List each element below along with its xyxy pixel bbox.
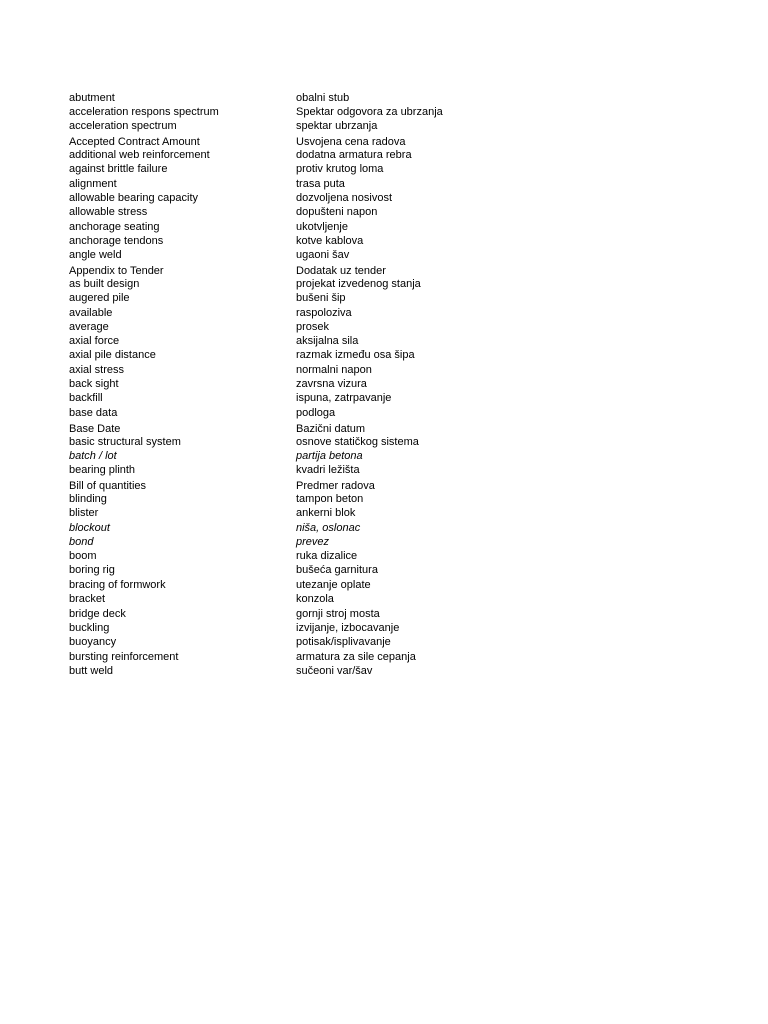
entry-translation: ankerni blok xyxy=(296,507,356,519)
entry-term: against brittle failure xyxy=(69,163,168,175)
glossary-entry xyxy=(0,607,768,621)
entry-translation: ugaoni šav xyxy=(296,249,350,261)
glossary-entry xyxy=(0,91,768,105)
entry-term: boring rig xyxy=(69,564,115,576)
glossary-entry xyxy=(0,664,768,678)
entry-translation: Dodatak uz tender xyxy=(296,265,386,277)
entry-term: allowable bearing capacity xyxy=(69,192,199,204)
entry-term: available xyxy=(69,307,113,319)
glossary-entry xyxy=(0,162,768,176)
glossary-entry xyxy=(0,105,768,119)
entry-translation: sučeoni var/šav xyxy=(296,665,373,677)
entry-translation: razmak između osa šipa xyxy=(296,349,415,361)
glossary-entry xyxy=(0,479,768,493)
entry-term: blinding xyxy=(69,493,107,505)
glossary-entry xyxy=(0,148,768,162)
entry-term: base data xyxy=(69,407,118,419)
entry-term: Appendix to Tender xyxy=(69,265,164,277)
entry-translation: spektar ubrzanja xyxy=(296,120,378,132)
entry-translation: dopušteni napon xyxy=(296,206,378,218)
entry-translation: izvijanje, izbocavanje xyxy=(296,622,400,634)
glossary-entry xyxy=(0,422,768,436)
entry-term: blister xyxy=(69,507,99,519)
entry-translation: normalni napon xyxy=(296,364,372,376)
entry-translation: armatura za sile cepanja xyxy=(296,651,416,663)
glossary-entry xyxy=(0,463,768,477)
entry-translation: ukotvljenje xyxy=(296,221,348,233)
glossary-entry xyxy=(0,578,768,592)
entry-translation: prevez xyxy=(296,536,330,548)
entry-term: Base Date xyxy=(69,423,121,435)
glossary-entry xyxy=(0,535,768,549)
glossary-entry xyxy=(0,406,768,420)
glossary-entry xyxy=(0,119,768,133)
entry-translation: dodatna armatura rebra xyxy=(296,149,412,161)
glossary-entry xyxy=(0,191,768,205)
glossary-entry xyxy=(0,435,768,449)
entry-term: Bill of quantities xyxy=(69,480,147,492)
entry-translation: osnove statičkog sistema xyxy=(296,436,419,448)
entry-term: anchorage seating xyxy=(69,221,160,233)
glossary-entry xyxy=(0,306,768,320)
entry-term: anchorage tendons xyxy=(69,235,164,247)
entry-term: bracing of formwork xyxy=(69,579,166,591)
glossary-entry xyxy=(0,277,768,291)
glossary-entry xyxy=(0,621,768,635)
glossary-entry xyxy=(0,177,768,191)
glossary-entry xyxy=(0,492,768,506)
entry-term: batch / lot xyxy=(69,450,117,462)
entry-translation: obalni stub xyxy=(296,92,350,104)
entry-translation: Predmer radova xyxy=(296,480,375,492)
entry-translation: prosek xyxy=(296,321,330,333)
entry-term: bridge deck xyxy=(69,608,126,620)
entry-term: acceleration spectrum xyxy=(69,120,177,132)
entry-term: blockout xyxy=(69,522,110,534)
entry-translation: potisak/isplivavanje xyxy=(296,636,391,648)
entry-translation: partija betona xyxy=(296,450,363,462)
glossary-entry xyxy=(0,291,768,305)
glossary-entry xyxy=(0,248,768,262)
entry-term: allowable stress xyxy=(69,206,148,218)
glossary-entry xyxy=(0,234,768,248)
glossary-entry xyxy=(0,334,768,348)
entry-translation: konzola xyxy=(296,593,334,605)
glossary-entry xyxy=(0,635,768,649)
entry-translation: protiv krutog loma xyxy=(296,163,384,175)
entry-term: back sight xyxy=(69,378,119,390)
entry-translation: Bazični datum xyxy=(296,423,366,435)
entry-term: buckling xyxy=(69,622,110,634)
glossary-entry xyxy=(0,205,768,219)
entry-term: axial pile distance xyxy=(69,349,156,361)
glossary-entry xyxy=(0,650,768,664)
entry-translation: Usvojena cena radova xyxy=(296,136,406,148)
entry-translation: zavrsna vizura xyxy=(296,378,367,390)
entry-term: boom xyxy=(69,550,97,562)
glossary-entry xyxy=(0,391,768,405)
glossary-entry xyxy=(0,348,768,362)
glossary-entry xyxy=(0,377,768,391)
entry-translation: trasa puta xyxy=(296,178,345,190)
glossary-entry xyxy=(0,521,768,535)
entry-translation: podloga xyxy=(296,407,336,419)
entry-term: basic structural system xyxy=(69,436,181,448)
entry-term: acceleration respons spectrum xyxy=(69,106,219,118)
glossary-entry xyxy=(0,563,768,577)
entry-term: abutment xyxy=(69,92,115,104)
entry-translation: bušeni šip xyxy=(296,292,346,304)
entry-term: bond xyxy=(69,536,94,548)
glossary-entry xyxy=(0,363,768,377)
entry-translation: ispuna, zatrpavanje xyxy=(296,392,392,404)
entry-term: Accepted Contract Amount xyxy=(69,136,200,148)
entry-term: alignment xyxy=(69,178,117,190)
entry-translation: ruka dizalice xyxy=(296,550,358,562)
entry-translation: raspoloziva xyxy=(296,307,352,319)
glossary-entry xyxy=(0,449,768,463)
entry-term: bearing plinth xyxy=(69,464,136,476)
entry-translation: projekat izvedenog stanja xyxy=(296,278,421,290)
entry-term: buoyancy xyxy=(69,636,117,648)
entry-term: average xyxy=(69,321,109,333)
glossary-entry xyxy=(0,264,768,278)
entry-term: additional web reinforcement xyxy=(69,149,210,161)
entry-term: butt weld xyxy=(69,665,114,677)
glossary-entry xyxy=(0,320,768,334)
entry-term: axial stress xyxy=(69,364,125,376)
entry-translation: tampon beton xyxy=(296,493,364,505)
entry-translation: kvadri ležišta xyxy=(296,464,360,476)
entry-term: axial force xyxy=(69,335,120,347)
entry-term: backfill xyxy=(69,392,103,404)
glossary-entry xyxy=(0,220,768,234)
glossary-entry xyxy=(0,549,768,563)
glossary-entry xyxy=(0,506,768,520)
entry-term: angle weld xyxy=(69,249,122,261)
entry-translation: dozvoljena nosivost xyxy=(296,192,393,204)
entry-translation: utezanje oplate xyxy=(296,579,371,591)
entry-term: bracket xyxy=(69,593,106,605)
entry-term: augered pile xyxy=(69,292,130,304)
glossary-entry xyxy=(0,592,768,606)
entry-translation: aksijalna sila xyxy=(296,335,359,347)
entry-translation: gornji stroj mosta xyxy=(296,608,380,620)
glossary-entry xyxy=(0,135,768,149)
entry-translation: bušeća garnitura xyxy=(296,564,378,576)
entry-term: as built design xyxy=(69,278,140,290)
entry-term: bursting reinforcement xyxy=(69,651,179,663)
entry-translation: niša, oslonac xyxy=(296,522,361,534)
entry-translation: kotve kablova xyxy=(296,235,364,247)
entry-translation: Spektar odgovora za ubrzanja xyxy=(296,106,443,118)
